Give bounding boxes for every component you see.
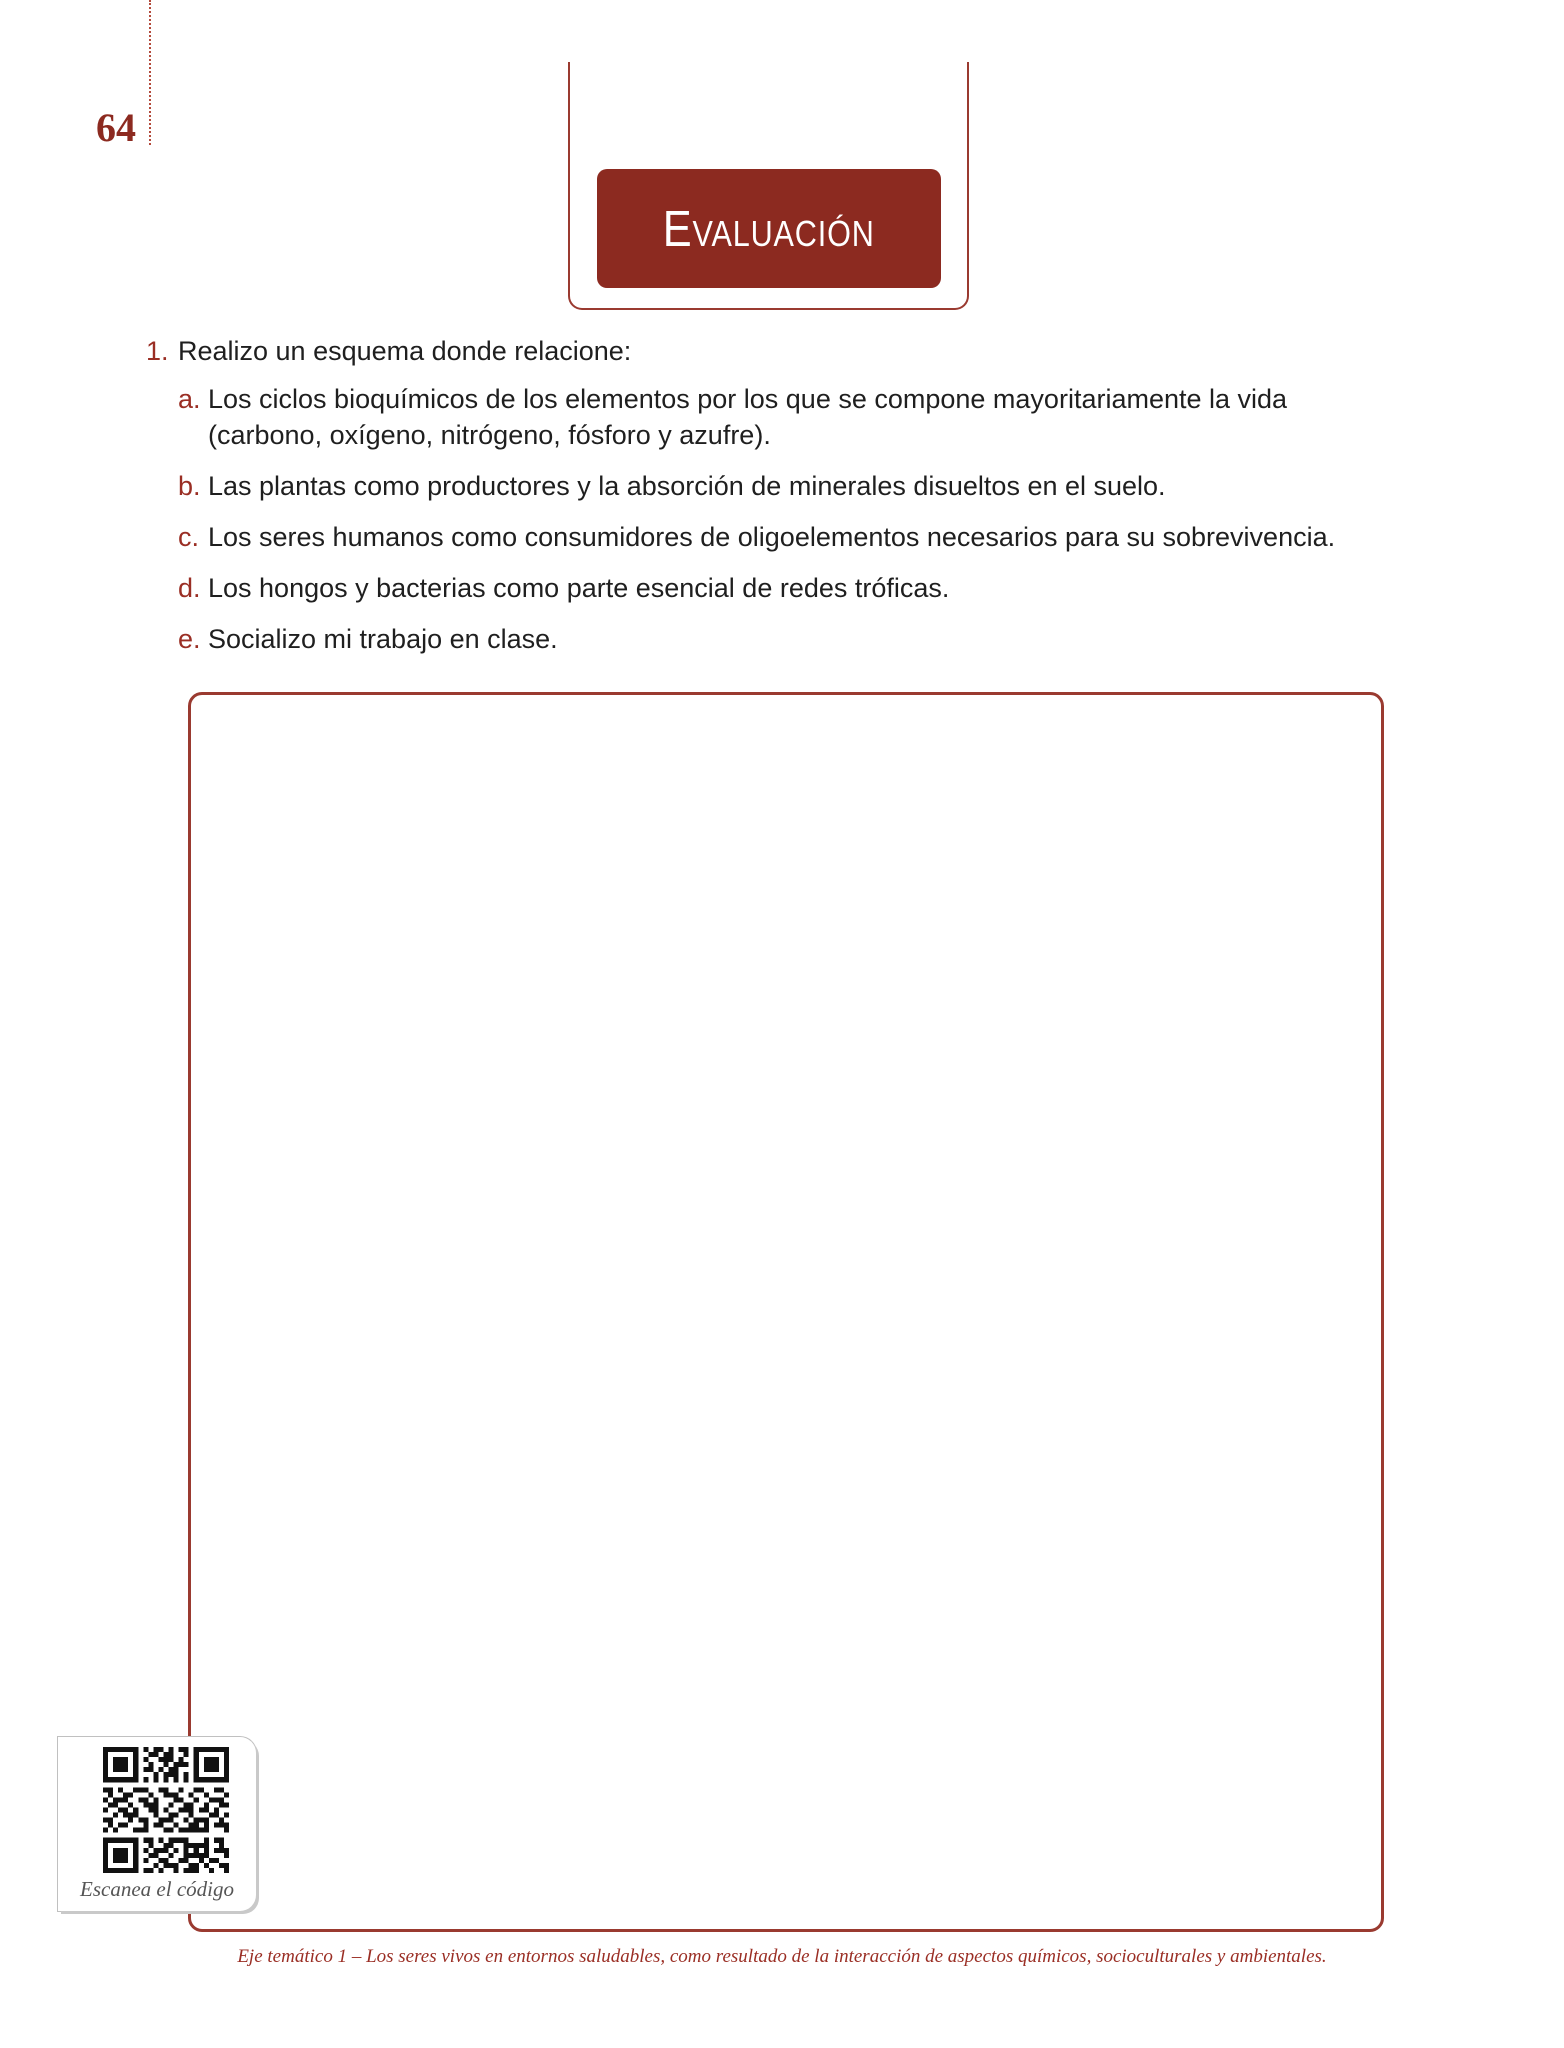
qr-code-icon — [103, 1747, 229, 1873]
item-text: Los hongos y bacterias como parte esencial de redes tróficas. — [208, 573, 950, 603]
item-letter: e. — [178, 624, 201, 654]
list-item — [178, 381, 1396, 453]
list-item — [178, 468, 1396, 504]
footer-text: Eje temático 1 – Los seres vivos en entornos saludables, como resultado de la interacción de aspectos químicos, socioculturales y ambientales. — [237, 1946, 1327, 1967]
answer-area[interactable] — [188, 692, 1384, 1932]
section-title: Evaluación — [663, 200, 875, 257]
item-letter: a. — [178, 384, 201, 414]
item-letter: c. — [178, 522, 200, 552]
question-1 — [146, 333, 1396, 369]
item-letter: d. — [178, 573, 201, 603]
item-letter: b. — [178, 471, 201, 501]
question-number: 1. — [146, 336, 169, 366]
item-text: Las plantas como productores y la absorción de minerales disueltos en el suelo. — [208, 471, 1166, 501]
qr-card[interactable] — [58, 1737, 256, 1911]
item-text: Los seres humanos como consumidores de oligoelementos necesarios para su sobrevivencia. — [208, 522, 1336, 552]
list-item — [178, 570, 1396, 606]
list-item — [178, 519, 1396, 555]
dotted-margin-rule — [149, 0, 151, 145]
section-header-banner — [597, 169, 941, 288]
qr-caption: Escanea el código — [80, 1877, 234, 1901]
item-text: Los ciclos bioquímicos de los elementos por los que se compone mayoritariamente la vida (carbono, oxígeno, nitrógeno, fósforo y azufre). — [208, 384, 1288, 450]
question-block — [146, 333, 1396, 672]
list-item — [178, 621, 1396, 657]
question-text: Realizo un esquema donde relacione: — [178, 336, 632, 366]
item-text: Socializo mi trabajo en clase. — [208, 624, 558, 654]
page-number: 64 — [96, 105, 136, 150]
